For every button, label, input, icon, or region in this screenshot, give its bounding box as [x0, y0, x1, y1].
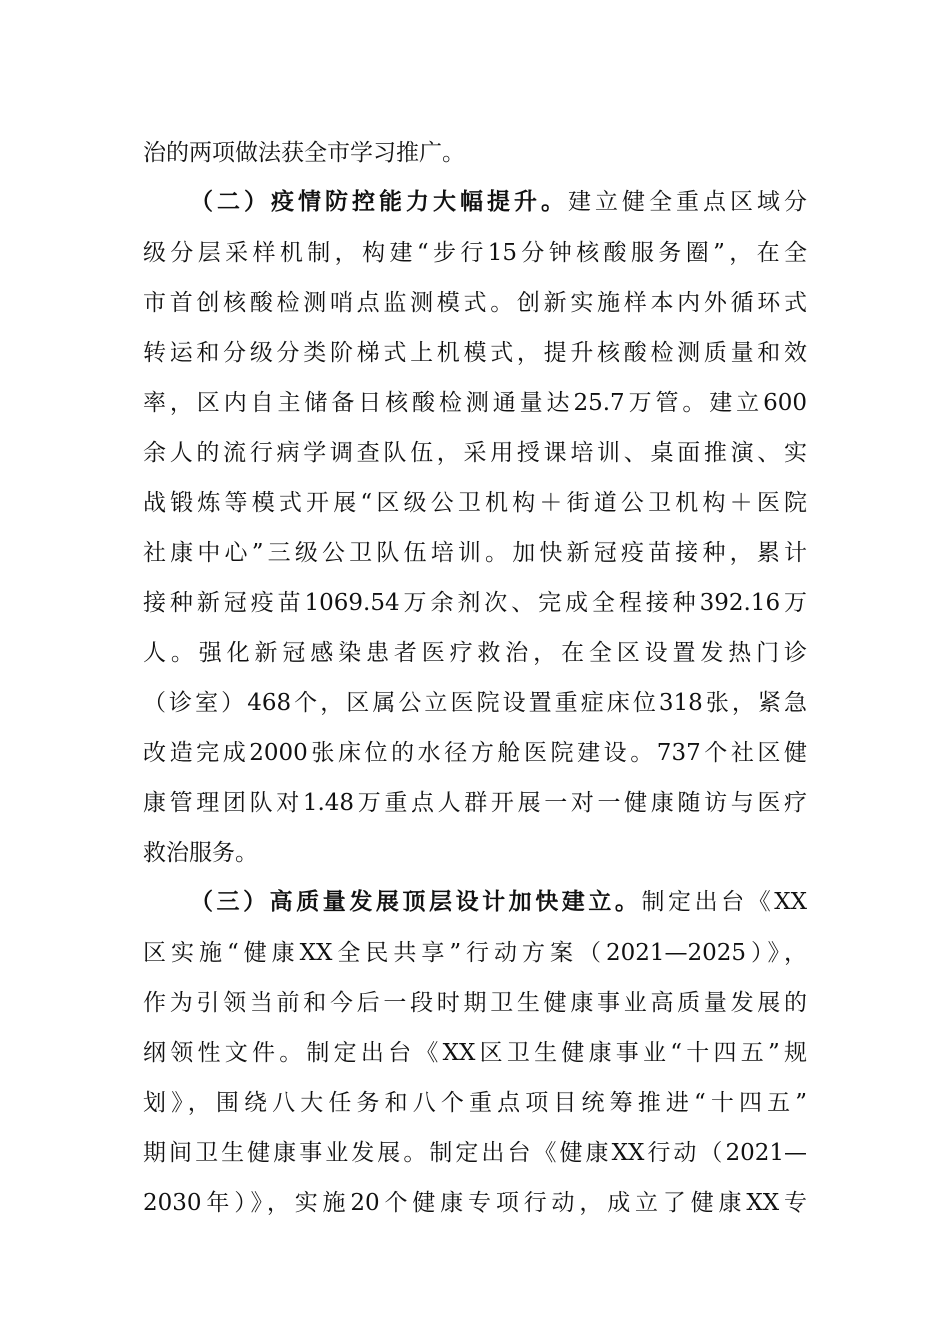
section-3-lead-text: 制定出台《XX [641, 889, 808, 915]
paragraph-line: 期间卫生健康事业发展。制定出台《健康XX行动（2021— [143, 1140, 807, 1166]
paragraph-line: 率，区内自主储备日核酸检测通量达25.7万管。建立600 [143, 390, 807, 416]
paragraph-line: 2030年）》，实施20个健康专项行动，成立了健康XX专 [143, 1190, 807, 1216]
section-2-heading: （二）疫情防控能力大幅提升。 [190, 188, 568, 215]
paragraph-line: 余人的流行病学调查队伍，采用授课培训、桌面推演、实 [143, 440, 807, 466]
paragraph-line: （诊室）468个，区属公立医院设置重症床位318张，紧急 [143, 690, 807, 716]
section-2-lead-text: 建立健全重点区域分 [568, 189, 807, 215]
paragraph-line: 改造完成2000张床位的水径方舱医院建设。737个社区健 [143, 740, 807, 766]
paragraph-line: 市首创核酸检测哨点监测模式。创新实施样本内外循环式 [143, 290, 807, 316]
section-3-first-line [190, 882, 807, 922]
paragraph-line: 社康中心”三级公卫队伍培训。加快新冠疫苗接种，累计 [143, 540, 807, 566]
paragraph-line: 级分层采样机制，构建“步行15分钟核酸服务圈”，在全 [143, 240, 807, 266]
section-3-heading: （三）高质量发展顶层设计加快建立。 [190, 888, 642, 915]
paragraph-line: 转运和分级分类阶梯式上机模式，提升核酸检测质量和效 [143, 340, 807, 366]
paragraph-line: 区实施“健康XX全民共享”行动方案（2021—2025）》， [143, 940, 807, 966]
paragraph-line: 康管理团队对1.48万重点人群开展一对一健康随访与医疗 [143, 790, 807, 816]
paragraph-line: 人。强化新冠感染患者医疗救治，在全区设置发热门诊 [143, 640, 807, 666]
paragraph-line: 治的两项做法获全市学习推广。 [143, 140, 465, 166]
paragraph-line: 划》，围绕八大任务和八个重点项目统筹推进“十四五” [143, 1090, 807, 1116]
paragraph-line: 救治服务。 [143, 840, 258, 866]
paragraph-line: 接种新冠疫苗1069.54万余剂次、完成全程接种392.16万 [143, 590, 807, 616]
paragraph-line: 作为引领当前和今后一段时期卫生健康事业高质量发展的 [143, 990, 807, 1016]
section-2-first-line [190, 182, 807, 222]
paragraph-line: 纲领性文件。制定出台《XX区卫生健康事业“十四五”规 [143, 1040, 807, 1066]
paragraph-line: 战锻炼等模式开展“区级公卫机构＋街道公卫机构＋医院 [143, 490, 807, 516]
